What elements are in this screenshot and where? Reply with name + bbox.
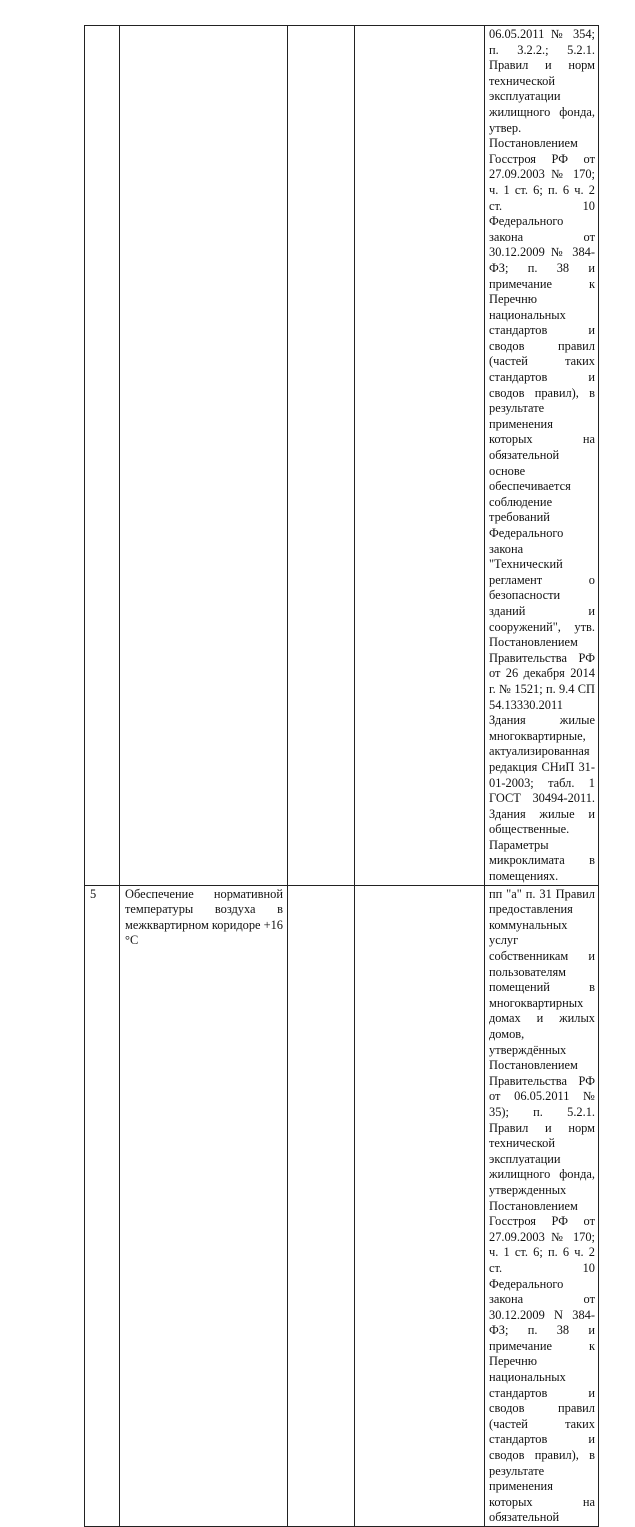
requirement-text: Обеспечение нормативной температуры воздуха в межквартирном коридоре +16 °С (125, 886, 283, 948)
row-number: 5 (90, 886, 97, 901)
legal-basis-text: 06.05.2011 № 354; п. 3.2.2.; 5.2.1. Правил и норм технической эксплуатации жилищного фонда, утвер. Постановлением Госстроя РФ от 27.09.2003 № 170; ч. 1 ст. 6; п. 6 ч. 2 ст. 10 Федерального закона от 30.12.2009 № 384-ФЗ; п. 38 и примечание к Перечню национальных стандартов и сводов правил (частей таких стандартов и сводов правил), в результате применения которых на обязательной основе обеспечивается соблюдение требований Федерального закона "Технический регламент о безопасности зданий и сооружений", утв. Постановлением Правительства РФ от 26 декабря 2014 г. № 1521; п. 9.4 СП 54.13330.2011 Здания жилые многоквартирные, актуализированная редакция СНиП 31-01-2003; табл. 1 ГОСТ 30494-2011. Здания жилые и общественные. Параметры микроклимата в помещениях. (489, 27, 595, 884)
table-row (85, 26, 599, 886)
empty-cell (288, 26, 355, 886)
empty-cell (355, 885, 485, 1526)
legal-basis-cell (485, 885, 599, 1526)
requirement-cell (120, 885, 288, 1526)
legal-basis-text: пп "а" п. 31 Правил предоставления коммунальных услуг собственникам и пользователям помещений в многоквартирных домах и жилых домов, утверждённых Постановлением Правительства РФ от 06.05.2011 № 35); п. 5.2.1. Правил и норм технической эксплуатации жилищного фонда, утвержденных Постановлением Госстроя РФ от 27.09.2003 № 170; ч. 1 ст. 6; п. 6 ч. 2 ст. 10 Федерального закона от 30.12.2009 N 384-ФЗ; п. 38 и примечание к Перечню национальных стандартов и сводов правил (частей таких стандартов и сводов правил), в результате применения которых на обязательной (489, 886, 595, 1525)
row-number-cell (85, 26, 120, 886)
empty-cell (288, 885, 355, 1526)
empty-cell (355, 26, 485, 886)
table-row (85, 885, 599, 1526)
requirement-cell (120, 26, 288, 886)
row-number-cell (85, 885, 120, 1526)
legal-basis-cell (485, 26, 599, 886)
requirements-table (84, 25, 599, 1527)
